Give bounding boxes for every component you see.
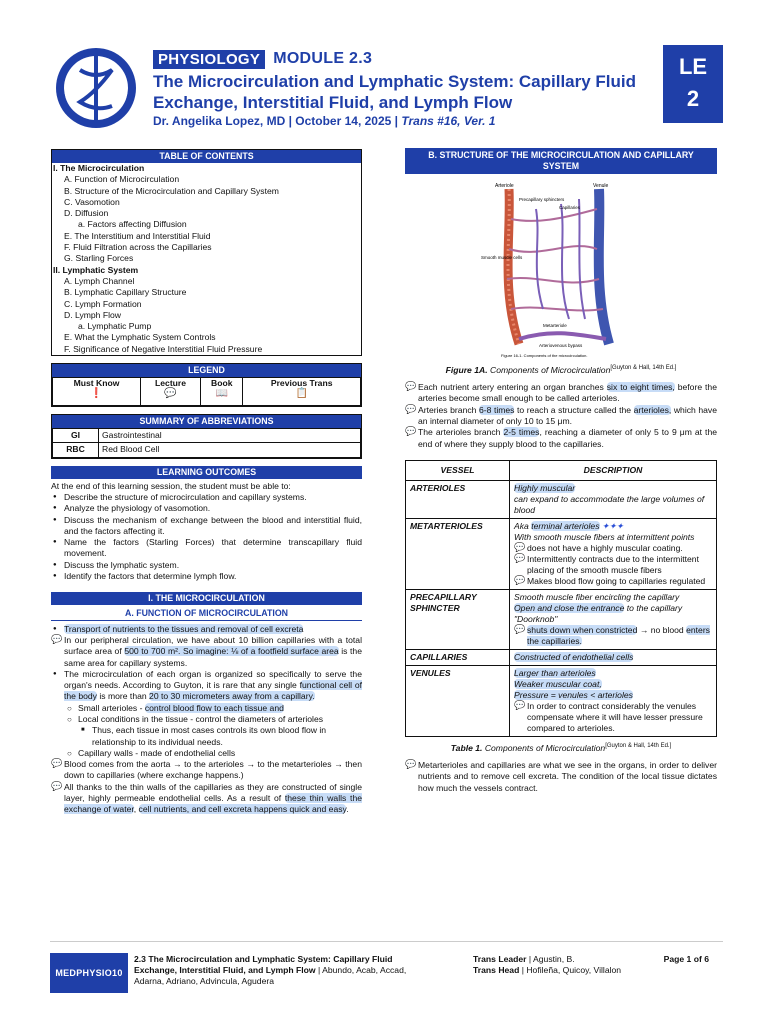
lecture-note: 💬 Metarterioles and capillaries are what we see in the organs, in order to deliver nutrients and to remove cell excreta. The condition of the local tissue dictates how much the vessels contract. bbox=[405, 759, 717, 793]
list-item: ○ Small arterioles - control blood flow to each tissue and bbox=[51, 703, 362, 714]
list-item: ● Describe the structure of microcirculation and capillary systems. bbox=[51, 492, 362, 503]
toc-heading: TABLE OF CONTENTS bbox=[52, 150, 361, 163]
toc-item: C. Lymph Formation bbox=[64, 298, 142, 309]
list-item: ● The microcirculation of each organ is organized so specifically to serve the organ's needs. According to Guyton, it is rare that any single functional cell of the body is more than 20 to 30 micrometers away from a capillary. bbox=[51, 669, 362, 703]
le-badge: LE 2 bbox=[663, 45, 723, 123]
figure-label: Arteriovenous bypass bbox=[539, 343, 583, 348]
speech-bubble-icon: 💬 bbox=[514, 541, 526, 552]
toc-item: E. What the Lymphatic System Controls bbox=[64, 332, 216, 343]
figure-label: Precapillary sphincters bbox=[519, 197, 565, 202]
legend-heading: LEGEND bbox=[52, 364, 361, 377]
toc-item: B. Structure of the Microcirculation and Capillary System bbox=[64, 185, 279, 196]
legend-cell: Previous Trans 📋 bbox=[243, 378, 361, 406]
speech-bubble-icon: 💬 bbox=[514, 623, 526, 634]
list-item: ● Discuss the lymphatic system. bbox=[51, 560, 362, 571]
lecture-note: 💬 Blood comes from the aorta → to the arterioles → to the metarterioles → then down to capillaries (where exchange happens.) bbox=[51, 758, 362, 781]
list-item: ○ Capillary walls - made of endothelial cells bbox=[51, 748, 362, 759]
figure-caption: Figure 1A. Components of Microcirculation[Guyton & Hall, 14th Ed.] bbox=[445, 364, 677, 375]
course-badge: MEDPHYSIO10 bbox=[50, 953, 128, 993]
speech-bubble-icon: 💬 bbox=[51, 633, 63, 644]
figure-label: Capillaries bbox=[559, 205, 581, 210]
legend-icon: ❗ bbox=[90, 388, 103, 400]
toc-item: F. Significance of Negative Interstitial Fluid Pressure bbox=[64, 343, 263, 354]
abbr-heading: SUMMARY OF ABBREVIATIONS bbox=[52, 415, 361, 428]
page-title: The Microcirculation and Lymphatic System: Capillary Fluid Exchange, Interstitial Fluid, and Lymph Flow bbox=[153, 72, 637, 112]
toc-item: B. Lymphatic Capillary Structure bbox=[64, 287, 187, 298]
toc-item: D. Diffusion bbox=[64, 208, 109, 219]
figure-number: Figure 16-1. Components of the microcirculation. bbox=[501, 353, 588, 358]
vessel-table bbox=[405, 460, 717, 737]
footer-divider bbox=[50, 941, 723, 942]
legend-cell: Must Know ❗ bbox=[53, 378, 141, 406]
footer-credits: Trans Leader | Agustin, B. Trans Head | Hofileña, Quicoy, Villalon bbox=[473, 954, 622, 975]
lecture-note: 💬 Each nutrient artery entering an organ branches six to eight times, before the arteries become small enough to be called arterioles. bbox=[405, 381, 717, 404]
toc-item: A. Lymph Channel bbox=[64, 275, 135, 286]
right-column bbox=[405, 148, 717, 794]
legend-icon: 💬 bbox=[164, 388, 177, 400]
toc-item: C. Vasomotion bbox=[64, 196, 120, 207]
toc-item: E. The Interstitium and Interstitial Fluid bbox=[64, 230, 211, 241]
table-row: GI Gastrointestinal bbox=[53, 429, 361, 443]
table-row: VENULES Larger than arterioles Weaker muscular coat, Pressure = venules < arterioles 💬 In order to contract considerably the venules compensate where it will have lesser pressure compared to arterioles. bbox=[406, 665, 717, 736]
outcomes-heading: LEARNING OUTCOMES bbox=[51, 466, 362, 479]
toc-item: a. Lymphatic Pump bbox=[78, 321, 152, 332]
toc-item: D. Lymph Flow bbox=[64, 309, 121, 320]
table-row: CAPILLARIES Constructed of endothelial cells bbox=[406, 649, 717, 665]
speech-bubble-icon: 💬 bbox=[405, 403, 417, 414]
lecture-note: 💬 Arteries branch 6-8 times to reach a structure called the arterioles, which have an internal diameter of only 10 to 15 μm. bbox=[405, 403, 717, 427]
left-column bbox=[51, 149, 362, 816]
list-item: ■ Thus, each tissue in most cases controls its own blood flow in relationship to its individual needs. bbox=[51, 725, 362, 748]
toc-item: G. Starling Forces bbox=[64, 253, 134, 264]
figure-label: Smooth muscle cells bbox=[481, 255, 523, 260]
lecture-note: 💬 The arterioles branch 2-5 times, reaching a diameter of only 5 to 9 μm at the end of where they supply blood to the capillaries. bbox=[405, 426, 718, 449]
figure-label: Venule bbox=[593, 183, 609, 189]
toc-item: F. Fluid Filtration across the Capillaries bbox=[64, 242, 212, 253]
toc-item: A. Function of Microcirculation bbox=[64, 174, 180, 185]
legend-icon: 📖 bbox=[215, 388, 228, 400]
outcomes-list bbox=[51, 492, 362, 582]
section-heading: I. THE MICROCIRCULATION bbox=[51, 592, 362, 605]
legend-icon: 📋 bbox=[295, 388, 308, 400]
toc-list bbox=[52, 163, 361, 355]
footer bbox=[50, 953, 723, 993]
toc-item: a. Factors affecting Diffusion bbox=[78, 219, 187, 230]
table-header: VESSEL bbox=[406, 460, 510, 480]
subject-badge: PHYSIOLOGY bbox=[153, 50, 265, 69]
lecture-note: 💬 All thanks to the thin walls of the capillaries as they are constructed of single layer, highly permeable endothelial cells. As a result of these thin walls the exchange of water, cell nutrients, and cell excreta happens quick and easy. bbox=[51, 780, 362, 815]
speech-bubble-icon: 💬 bbox=[405, 426, 417, 437]
abbr-box bbox=[51, 414, 362, 459]
figure-label: Arteriole bbox=[495, 183, 514, 189]
table-row: ARTERIOLES Highly muscular can expand to accommodate the large volumes of blood bbox=[406, 480, 717, 518]
table-row: PRECAPILLARY SPHINCTER Smooth muscle fiber encircling the capillary Open and close the entrance to the capillary "Doorknob" 💬 shuts down when constricted → no blood enters the capillaries. bbox=[406, 589, 717, 649]
table-header: DESCRIPTION bbox=[510, 460, 717, 480]
list-item: ● Discuss the mechanism of exchange between the blood and interstitial fluid, and the factors affecting it. bbox=[51, 515, 362, 538]
list-item: ● Analyze the physiology of vasomotion. bbox=[51, 503, 362, 514]
speech-bubble-icon: 💬 bbox=[514, 574, 526, 585]
legend-cell: Book 📖 bbox=[201, 378, 243, 406]
sparkle-icon: ✦✦✦ bbox=[599, 520, 624, 531]
speech-bubble-icon: 💬 bbox=[405, 759, 417, 770]
page-number: Page 1 of 6 bbox=[663, 954, 709, 964]
footer-title: 2.3 The Microcirculation and Lymphatic System: Capillary Fluid Exchange, Interstitial Fluid, and Lymph Flow | Abundo, Acab, Accad, Adarna, Adriano, Advincula, Agudera bbox=[134, 954, 407, 986]
speech-bubble-icon: 💬 bbox=[51, 780, 63, 791]
microcirculation-figure bbox=[481, 179, 641, 359]
table-row: METARTERIOLES Aka terminal arterioles ✦✦✦ With smooth muscle fibers at intermittent points 💬 does not have a highly muscular coating. 💬 Intermittently contracts due to the intermittent placing of the smooth muscle fibers 💬 Makes blood flow going to capillaries regulated bbox=[406, 518, 717, 589]
outcomes-intro: At the end of this learning session, the student must be able to: bbox=[51, 480, 291, 491]
section-b-heading: B. STRUCTURE OF THE MICROCIRCULATION AND CAPILLARY SYSTEM bbox=[405, 148, 717, 174]
college-logo bbox=[50, 40, 142, 140]
list-item: ● Identify the factors that determine lymph flow. bbox=[51, 571, 362, 582]
list-item: ○ Local conditions in the tissue - control the diameters of arterioles bbox=[51, 714, 362, 725]
speech-bubble-icon: 💬 bbox=[51, 758, 63, 769]
toc-box bbox=[51, 149, 362, 356]
module-label: MODULE 2.3 bbox=[273, 50, 373, 67]
list-item: ● Name the factors (Starling Forces) that determine transcapillary fluid movement. bbox=[51, 537, 362, 560]
legend-box bbox=[51, 363, 362, 407]
lecture-note: 💬 In our peripheral circulation, we have about 10 billion capillaries with a total surface area of 500 to 700 m². So imagine: ⅛ of a footfield surface area is the same area for capillary systems. bbox=[51, 633, 362, 668]
subsection-heading: A. FUNCTION OF MICROCIRCULATION bbox=[51, 608, 362, 620]
figure-label: Metarteriole bbox=[543, 323, 567, 328]
speech-bubble-icon: 💬 bbox=[514, 552, 526, 563]
toc-item: II. Lymphatic System bbox=[53, 264, 139, 275]
speech-bubble-icon: 💬 bbox=[514, 699, 526, 710]
author-line: Dr. Angelika Lopez, MD | October 14, 2025 | Trans #16, Ver. 1 bbox=[153, 114, 496, 128]
list-item: ● Transport of nutrients to the tissues and removal of cell excreta bbox=[51, 624, 362, 635]
speech-bubble-icon: 💬 bbox=[405, 381, 417, 392]
legend-cell: Lecture 💬 bbox=[140, 378, 200, 406]
table-caption: Table 1. Components of Microcirculation[Guyton & Hall, 14th Ed.] bbox=[450, 742, 672, 753]
table-row: RBC Red Blood Cell bbox=[53, 443, 361, 457]
toc-item: I. The Microcirculation bbox=[53, 163, 145, 173]
